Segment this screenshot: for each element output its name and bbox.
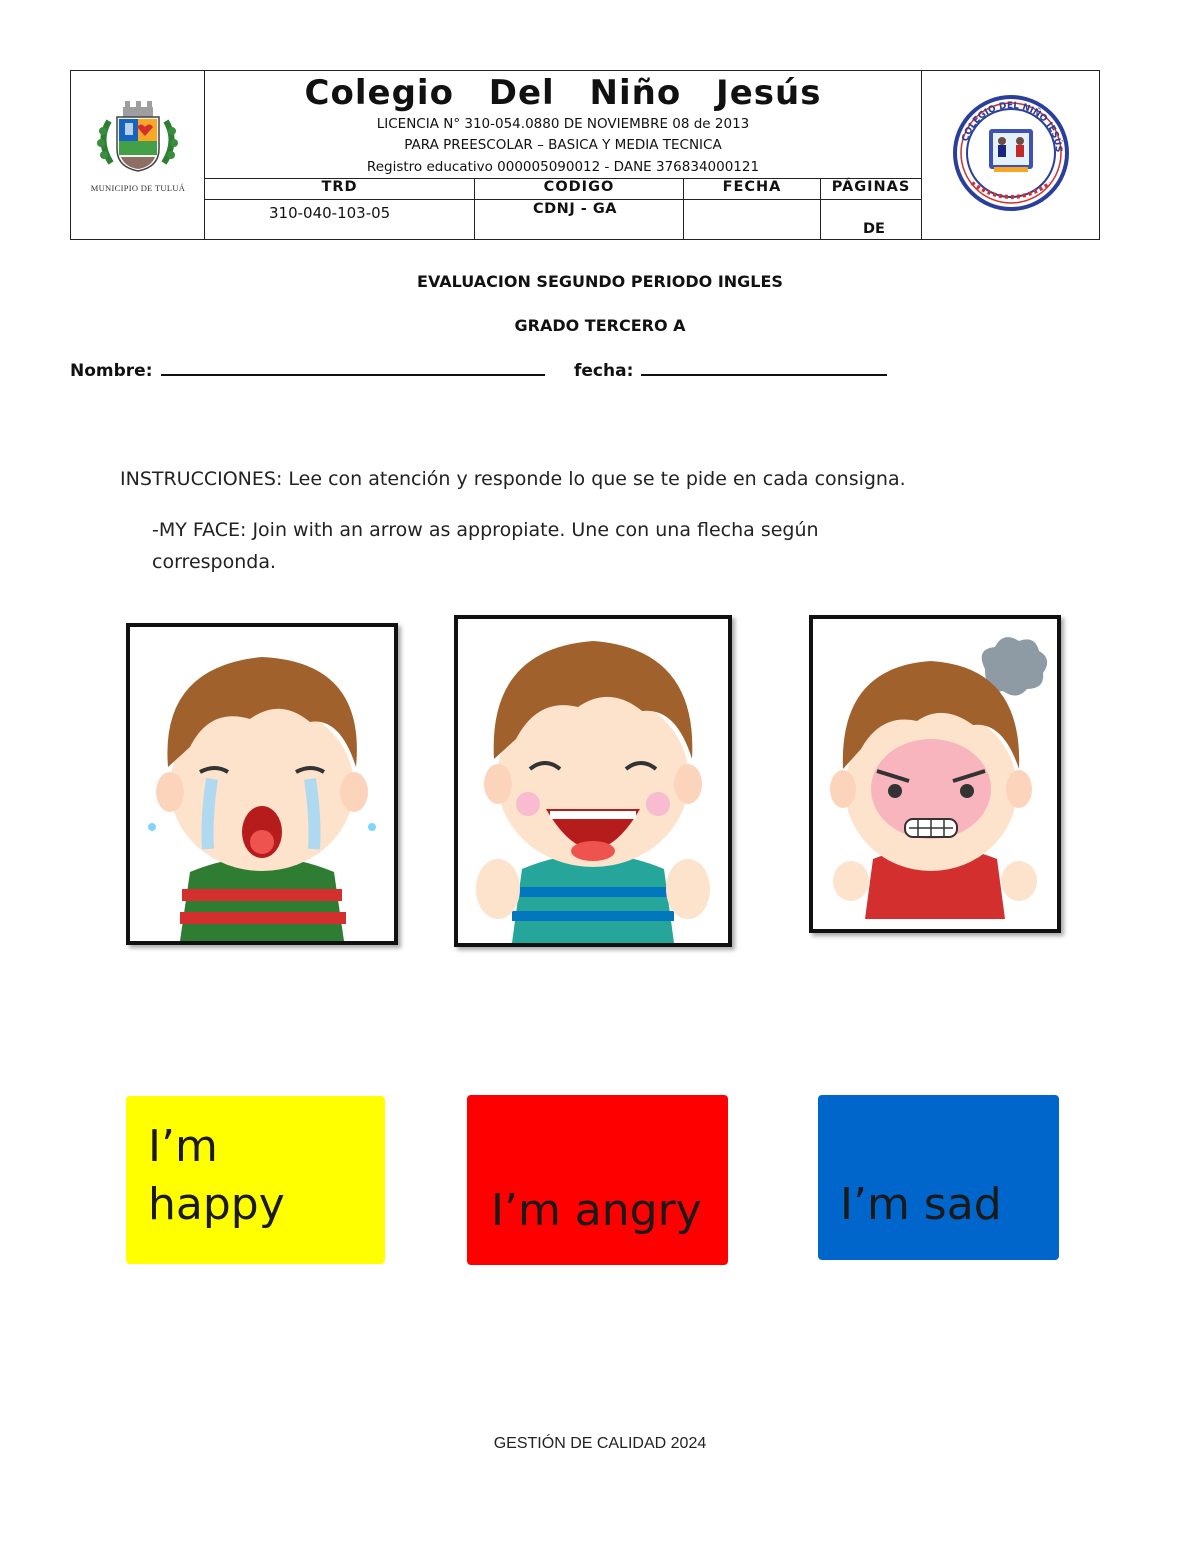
seal-text: COLEGIO DEL NIÑO JESÚS bbox=[960, 100, 1064, 153]
card-sad-text: I’m sad bbox=[840, 1179, 1002, 1230]
trd-value: 310-040-103-05 bbox=[269, 204, 391, 222]
name-field-row bbox=[70, 358, 545, 381]
trd-label: TRD bbox=[321, 179, 358, 195]
angry-boy-icon bbox=[813, 619, 1057, 929]
document-header bbox=[70, 70, 1100, 240]
card-happy-line1: I’m bbox=[148, 1121, 218, 1172]
footer-text: GESTIÓN DE CALIDAD 2024 bbox=[493, 1435, 707, 1452]
header-left-cell bbox=[71, 71, 205, 239]
card-happy[interactable] bbox=[126, 1096, 385, 1264]
task-instruction: -MY FACE: Join with an arrow as appropiate. Une con una flecha según corresponda. bbox=[152, 519, 819, 573]
header-grid-mid-rule bbox=[205, 199, 921, 200]
fecha-label: FECHA bbox=[722, 179, 782, 195]
header-right-cell bbox=[921, 71, 1100, 239]
school-seal-icon bbox=[922, 71, 1100, 239]
evaluation-title: EVALUACION SEGUNDO PERIODO INGLES bbox=[417, 272, 783, 291]
codigo-label: CODIGO bbox=[543, 179, 615, 195]
date-blank-line[interactable] bbox=[641, 358, 887, 376]
crest-caption: MUNICIPIO DE TULUÁ bbox=[90, 183, 186, 193]
grade-title: GRADO TERCERO A bbox=[514, 316, 686, 335]
card-sad[interactable] bbox=[818, 1095, 1059, 1260]
paginas-value: DE bbox=[863, 221, 885, 237]
crying-boy-icon bbox=[130, 627, 394, 941]
registry-line: Registro educativo 000005090012 - DANE 376834000121 bbox=[366, 159, 760, 175]
levels-line: PARA PREESCOLAR – BASICA Y MEDIA TECNICA bbox=[404, 137, 722, 153]
municipal-crest-icon bbox=[71, 71, 204, 181]
license-line: LICENCIA N° 310-054.0880 DE NOVIEMBRE 08 de 2013 bbox=[376, 116, 750, 132]
card-happy-text bbox=[148, 1118, 285, 1234]
date-field-row bbox=[574, 358, 887, 381]
paginas-label: PÁGINAS bbox=[831, 179, 911, 195]
card-angry[interactable] bbox=[467, 1095, 728, 1265]
card-happy-line2: happy bbox=[148, 1179, 285, 1230]
codigo-value: CDNJ - GA bbox=[533, 201, 617, 217]
face-picture-happy[interactable] bbox=[454, 615, 732, 947]
school-name: Colegio Del Niño Jesús bbox=[304, 73, 822, 113]
instructions-text: INSTRUCCIONES: Lee con atención y responde lo que se te pide en cada consigna. bbox=[120, 468, 906, 490]
name-blank-line[interactable] bbox=[161, 358, 545, 376]
card-angry-text: I’m angry bbox=[491, 1185, 702, 1236]
date-label: fecha: bbox=[574, 361, 634, 381]
face-picture-angry[interactable] bbox=[809, 615, 1061, 933]
face-picture-crying[interactable] bbox=[126, 623, 398, 945]
happy-boy-icon bbox=[458, 619, 728, 943]
name-label: Nombre: bbox=[70, 361, 153, 381]
